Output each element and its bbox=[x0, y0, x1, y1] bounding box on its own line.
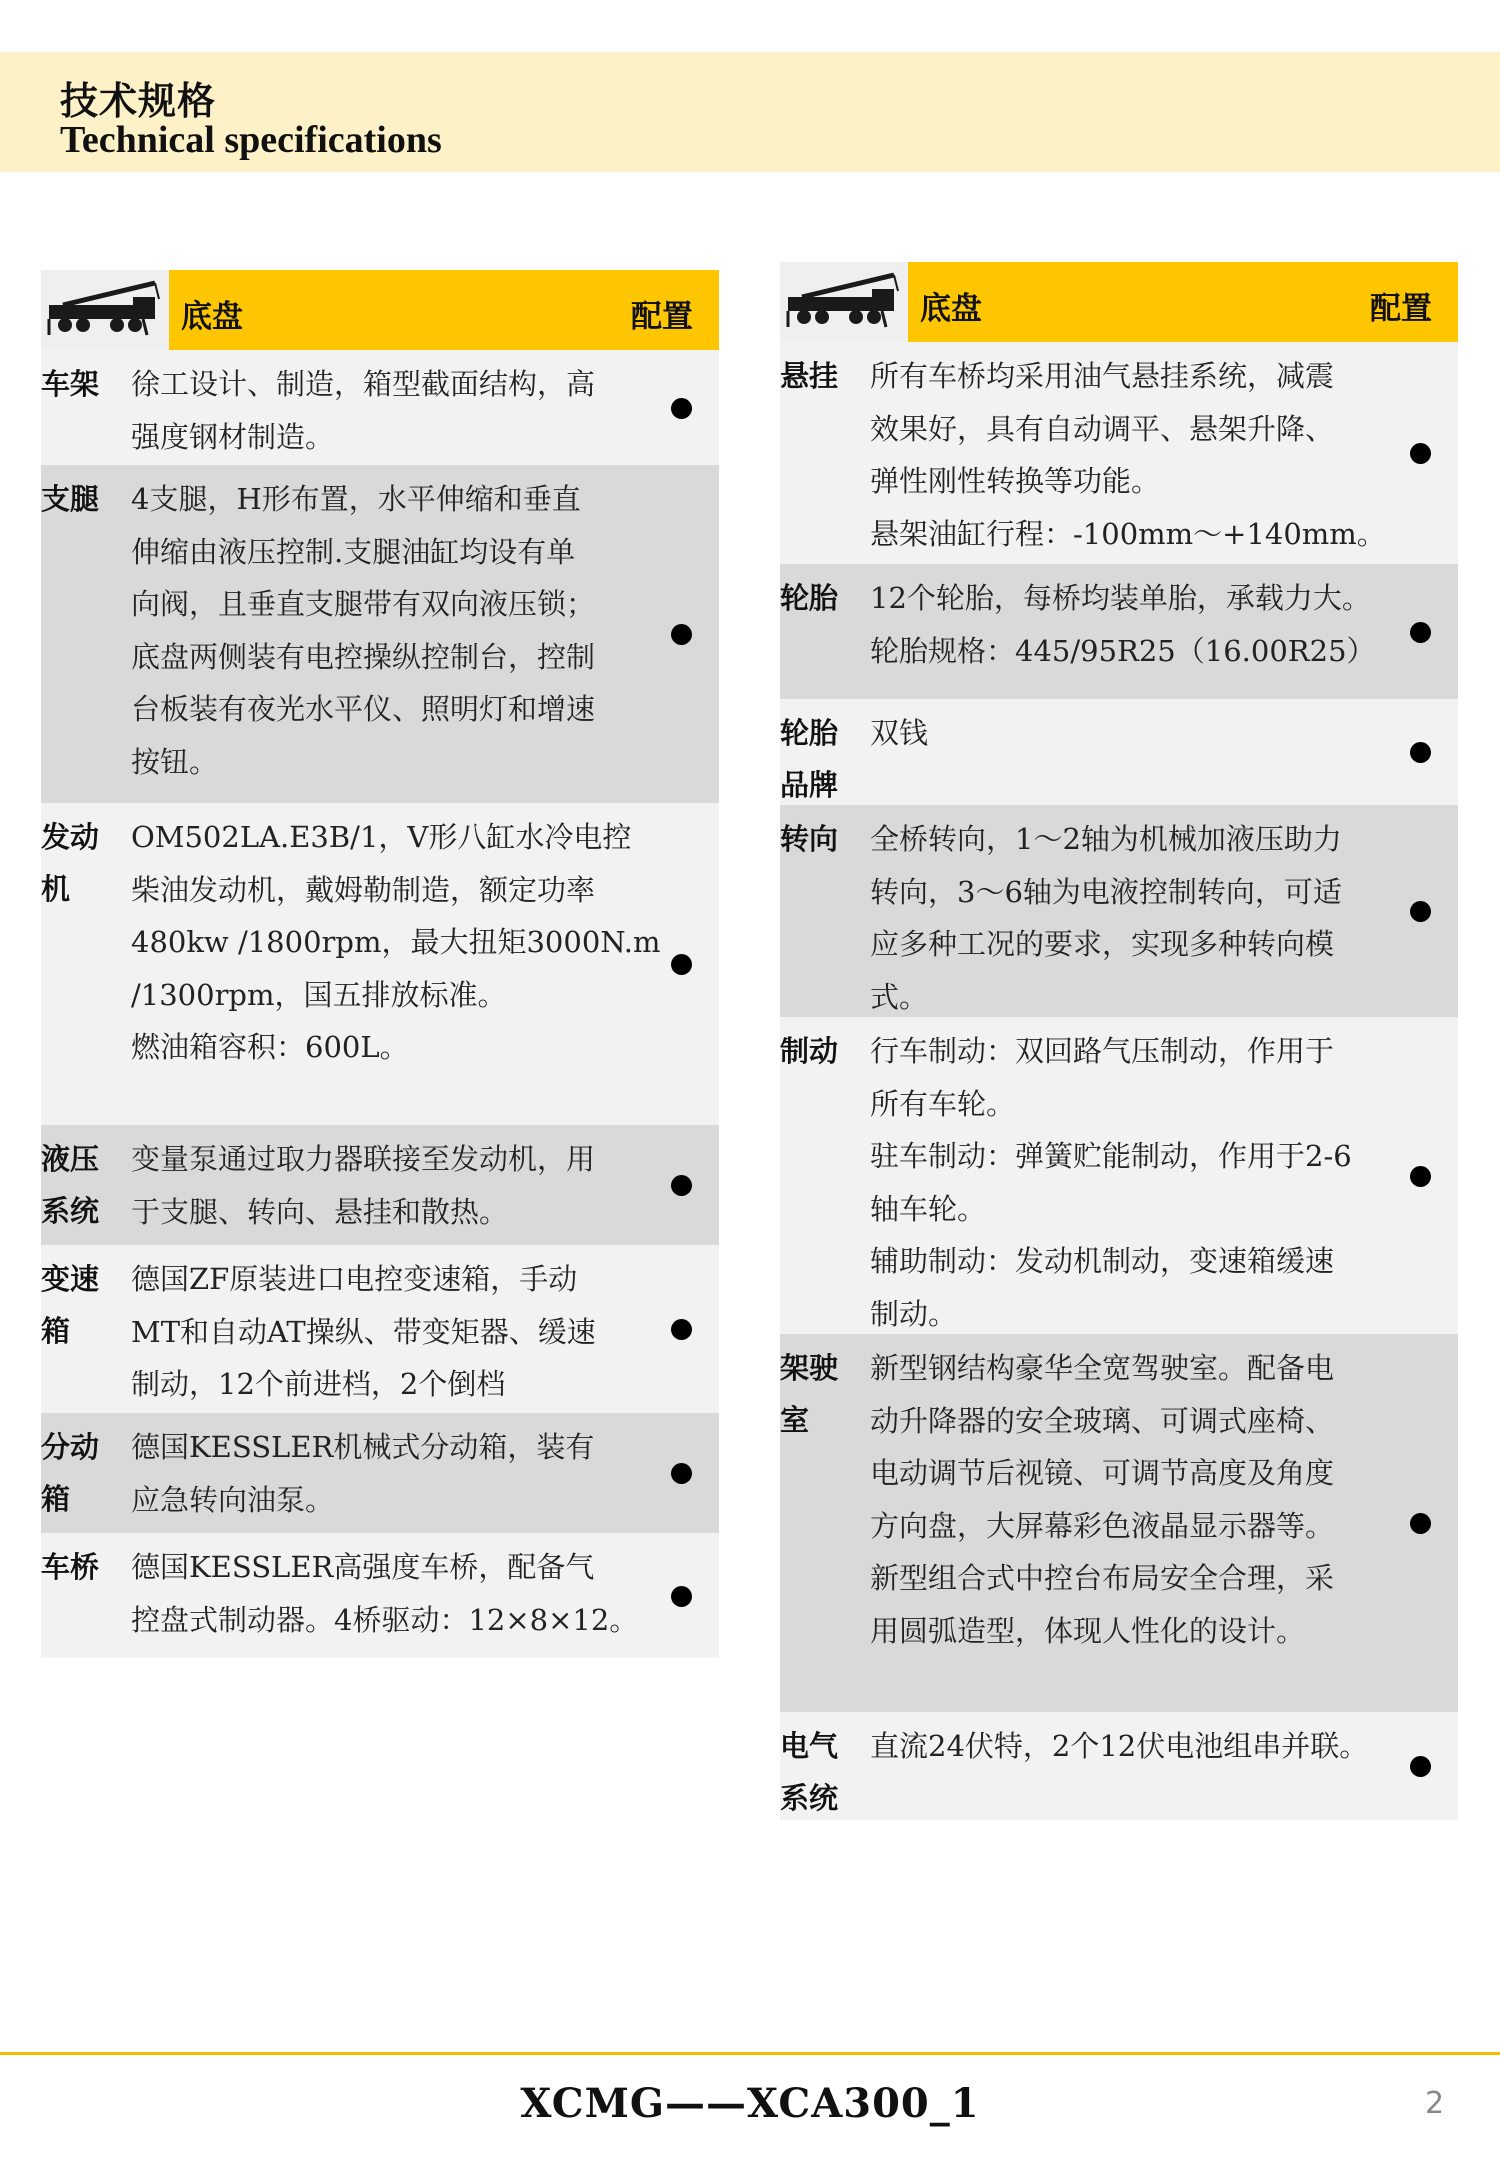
column-header-chassis: 底盘 bbox=[920, 291, 982, 327]
row-desc: 直流24伏特，2个12伏电池组串并联。 bbox=[870, 1729, 1369, 1763]
config-dot bbox=[1410, 443, 1431, 464]
page-number: 2 bbox=[1425, 2086, 1445, 2121]
config-dot bbox=[671, 398, 692, 419]
table-row bbox=[41, 803, 719, 1125]
config-dot bbox=[1410, 1166, 1431, 1187]
table-row bbox=[780, 1017, 1458, 1334]
config-dot bbox=[671, 1319, 692, 1340]
table-row bbox=[780, 342, 1458, 564]
table-row bbox=[780, 1712, 1458, 1820]
row-desc: 变量泵通过取力器联接至发动机，用 于支腿、转向、悬挂和散热。 bbox=[131, 1142, 596, 1229]
footer-divider bbox=[0, 2052, 1500, 2055]
row-label: 轮胎品牌 bbox=[780, 716, 839, 802]
table-row bbox=[41, 350, 719, 465]
page-title-en: Technical specifications bbox=[60, 119, 442, 161]
row-label: 转向 bbox=[780, 822, 839, 856]
row-label: 车桥 bbox=[41, 1550, 100, 1584]
row-label: 液压系统 bbox=[41, 1142, 100, 1228]
config-dot bbox=[671, 1463, 692, 1484]
table-row bbox=[41, 1125, 719, 1245]
column-header-config: 配置 bbox=[631, 299, 693, 335]
table-header bbox=[41, 270, 719, 350]
crane-truck-icon bbox=[41, 270, 169, 350]
row-label: 发动机 bbox=[41, 820, 100, 906]
row-label: 悬挂 bbox=[780, 359, 839, 393]
row-label: 车架 bbox=[41, 367, 100, 401]
spec-table-right bbox=[780, 262, 1458, 1820]
table-row bbox=[41, 1245, 719, 1413]
row-desc: 所有车桥均采用油气悬挂系统，减震 效果好，具有自动调平、悬架升降、 弹性刚性转换等功能。 悬架油缸行程：-100mm～+140mm。 bbox=[870, 359, 1386, 551]
row-desc: 德国KESSLER机械式分动箱，装有 应急转向油泵。 bbox=[131, 1430, 595, 1517]
config-dot bbox=[671, 1586, 692, 1607]
config-dot bbox=[671, 954, 692, 975]
row-desc: 新型钢结构豪华全宽驾驶室。配备电 动升降器的安全玻璃、可调式座椅、 电动调节后视镜、可调节高度及角度 方向盘，大屏幕彩色液晶显示器等。 新型组合式中控台布局安全合理，采 用圆弧造型，体现人性化的设计。 bbox=[870, 1351, 1335, 1648]
crane-truck-icon bbox=[780, 262, 908, 342]
table-header bbox=[780, 262, 1458, 342]
config-dot bbox=[1410, 901, 1431, 922]
row-desc: 德国KESSLER高强度车桥，配备气 控盘式制动器。4桥驱动：12×8×12。 bbox=[131, 1550, 639, 1637]
table-row bbox=[41, 1533, 719, 1658]
row-label: 变速箱 bbox=[41, 1262, 100, 1348]
row-desc: 全桥转向，1～2轴为机械加液压助力 转向，3～6轴为电液控制转向，可适 应多种工况的要求，实现多种转向模 式。 bbox=[870, 822, 1342, 1014]
table-row bbox=[780, 699, 1458, 805]
table-row bbox=[780, 805, 1458, 1017]
column-header-config: 配置 bbox=[1370, 291, 1432, 327]
config-dot bbox=[671, 624, 692, 645]
row-desc: OM502LA.E3B/1，V形八缸水冷电控 柴油发动机，戴姆勒制造，额定功率 480kw /1800rpm，最大扭矩3000N.m /1300rpm，国五排放标准。 燃油箱容积：600L。 bbox=[131, 820, 661, 1064]
table-row bbox=[780, 1334, 1458, 1712]
row-label: 制动 bbox=[780, 1034, 839, 1068]
footer-title: XCMG——XCA300_1 bbox=[520, 2080, 980, 2127]
row-desc: 德国ZF原装进口电控变速箱，手动 MT和自动AT操纵、带变矩器、缓速 制动，12个前进档，2个倒档 bbox=[131, 1262, 596, 1401]
table-row bbox=[41, 1413, 719, 1533]
table-row bbox=[780, 564, 1458, 699]
config-dot bbox=[1410, 742, 1431, 763]
table-row bbox=[41, 465, 719, 803]
row-desc: 4支腿，H形布置，水平伸缩和垂直 伸缩由液压控制.支腿油缸均设有单 向阀，且垂直支腿带有双向液压锁； 底盘两侧装有电控操纵控制台，控制 台板装有夜光水平仪、照明灯和增速 按钮。 bbox=[131, 482, 596, 779]
spec-table-left bbox=[41, 270, 719, 1658]
page-title-cn: 技术规格 bbox=[60, 79, 217, 123]
config-dot bbox=[1410, 1513, 1431, 1534]
column-header-chassis: 底盘 bbox=[181, 299, 243, 335]
row-label: 支腿 bbox=[41, 482, 100, 516]
row-label: 架驶室 bbox=[780, 1351, 839, 1437]
row-label: 分动箱 bbox=[41, 1430, 100, 1516]
row-desc: 行车制动：双回路气压制动，作用于 所有车轮。 驻车制动：弹簧贮能制动，作用于2-6 轴车轮。 辅助制动：发动机制动，变速箱缓速 制动。 bbox=[870, 1034, 1352, 1331]
row-desc: 徐工设计、制造，箱型截面结构，高 强度钢材制造。 bbox=[131, 367, 596, 454]
row-label: 轮胎 bbox=[780, 581, 839, 615]
config-dot bbox=[1410, 1756, 1431, 1777]
config-dot bbox=[1410, 622, 1431, 643]
row-desc: 12个轮胎，每桥均装单胎，承载力大。 轮胎规格：445/95R25（16.00R25） bbox=[870, 581, 1376, 668]
row-label: 电气系统 bbox=[780, 1729, 839, 1815]
config-dot bbox=[671, 1175, 692, 1196]
row-desc: 双钱 bbox=[870, 716, 929, 750]
